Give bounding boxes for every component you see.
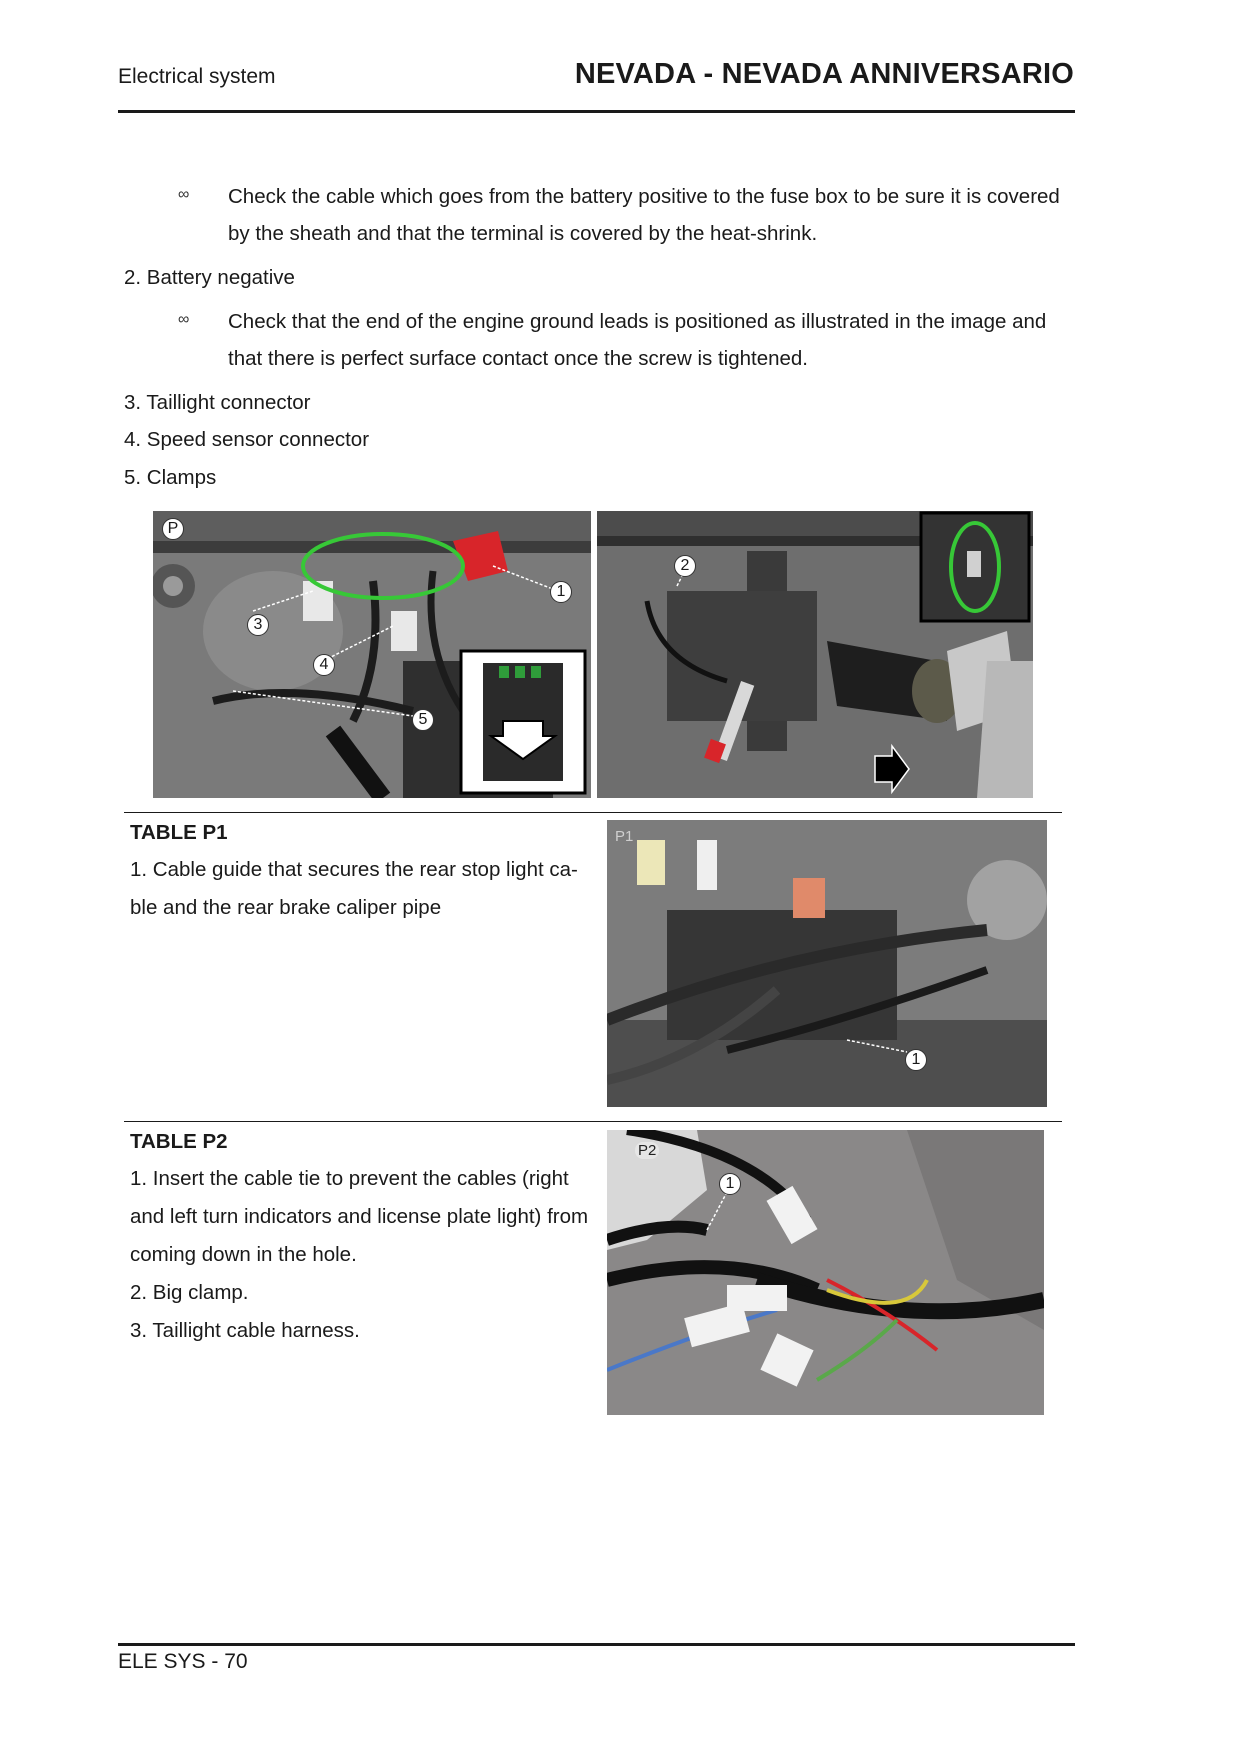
list-item-speed-sensor-connector: 4. Speed sensor connector xyxy=(124,428,370,451)
table-p2-line-2: and left turn indicators and license plate light) from xyxy=(130,1205,589,1228)
table-p2-title: TABLE P2 xyxy=(130,1130,228,1153)
table-p1-line-1: 1. Cable guide that secures the rear stop light ca- xyxy=(130,858,578,881)
callout-4: 4 xyxy=(313,654,335,676)
list-item-clamps: 5. Clamps xyxy=(124,466,217,489)
table-p1-line-2: ble and the rear brake caliper pipe xyxy=(130,896,442,919)
table-p1-rule xyxy=(124,812,1062,813)
bullet-symbol: ∞ xyxy=(178,311,190,328)
callout-1: 1 xyxy=(550,581,572,603)
figure-label-p2: P2 xyxy=(635,1142,659,1159)
figure-label-p1: P1 xyxy=(615,828,634,845)
table-p2-line-3: coming down in the hole. xyxy=(130,1243,357,1266)
section-title: Electrical system xyxy=(118,65,276,88)
table-p2-text xyxy=(130,1160,588,1350)
table-p1-photo xyxy=(607,820,1047,1107)
list-item-taillight-connector: 3. Taillight connector xyxy=(124,391,311,414)
header-rule xyxy=(118,110,1075,113)
callout-2: 2 xyxy=(674,555,696,577)
callout-p1-1: 1 xyxy=(905,1049,927,1071)
bullet-2-line-1: Check that the end of the engine ground leads is positioned as illustrated in the image and xyxy=(228,310,1047,333)
figure-label-p: P xyxy=(162,518,184,540)
figure-p-right-photo xyxy=(597,511,1033,798)
callout-3: 3 xyxy=(247,614,269,636)
callout-5: 5 xyxy=(412,709,434,731)
table-p1-text xyxy=(130,851,578,927)
bullet-text-1 xyxy=(228,178,1060,252)
bullet-symbol: ∞ xyxy=(178,186,190,203)
bullet-1-line-2: by the sheath and that the terminal is covered by the heat-shrink. xyxy=(228,222,818,245)
bullet-2-line-2: that there is perfect surface contact once the screw is tightened. xyxy=(228,347,809,370)
model-title: NEVADA - NEVADA ANNIVERSARIO xyxy=(574,58,1074,90)
table-p2-line-1: 1. Insert the cable tie to prevent the cables (right xyxy=(130,1167,569,1190)
bullet-1-line-1: Check the cable which goes from the battery positive to the fuse box to be sure it is covered xyxy=(228,185,1060,208)
table-p2-line-5: 3. Taillight cable harness. xyxy=(130,1319,360,1342)
bullet-text-2 xyxy=(228,303,1046,377)
table-p2-line-4: 2. Big clamp. xyxy=(130,1281,249,1304)
page-number: ELE SYS - 70 xyxy=(118,1650,248,1673)
table-p2-photo xyxy=(607,1130,1044,1415)
table-p1-title: TABLE P1 xyxy=(130,821,228,844)
table-p2-rule xyxy=(124,1121,1062,1122)
figure-p-left-photo xyxy=(153,511,591,798)
callout-p2-1: 1 xyxy=(719,1173,741,1195)
list-item-battery-negative: 2. Battery negative xyxy=(124,266,295,289)
footer-rule xyxy=(118,1643,1075,1646)
